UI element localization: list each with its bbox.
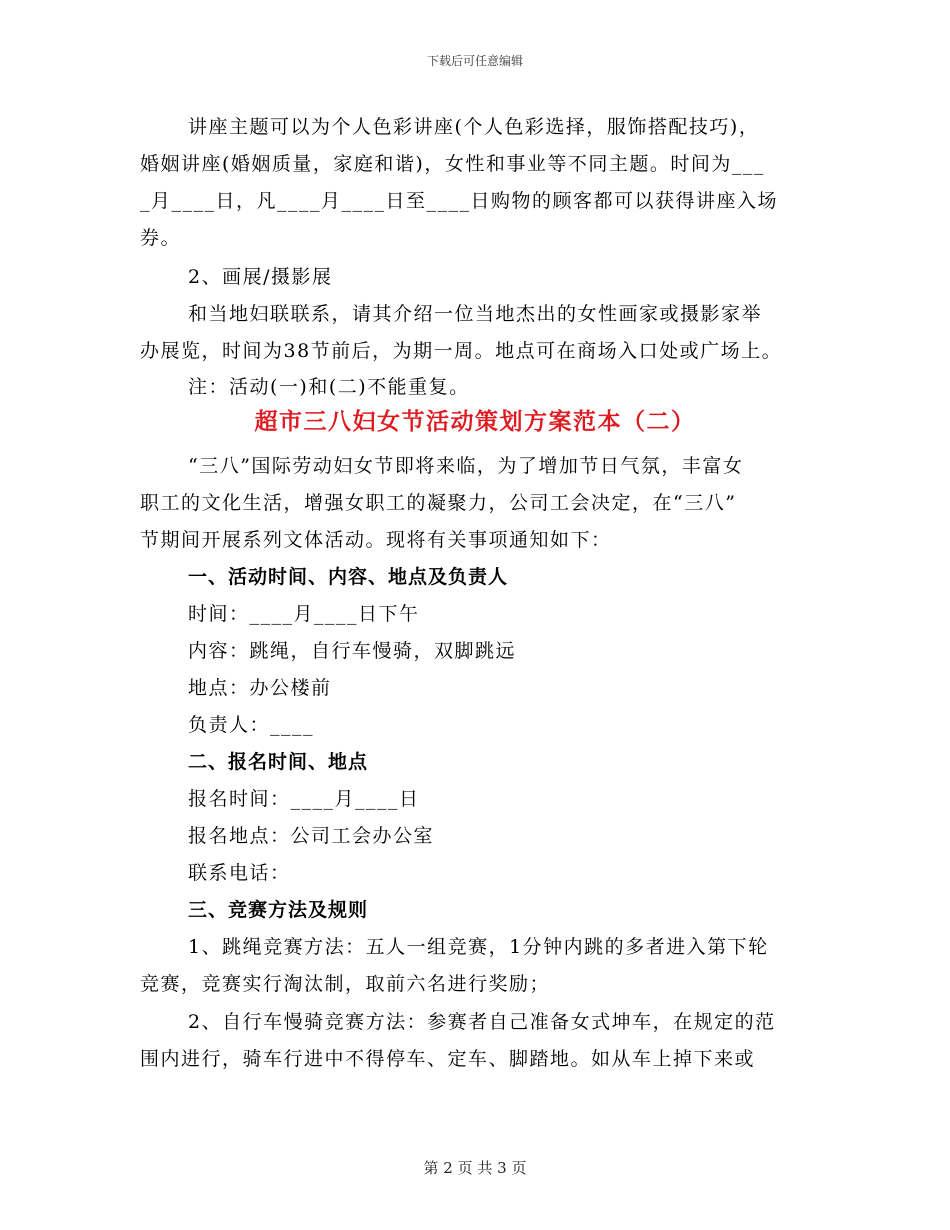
activity-content: 内容：跳绳，自行车慢骑，双脚跳远: [188, 640, 517, 662]
subsection-heading: 2、画展/摄影展: [188, 266, 333, 288]
paragraph-line: _月____日，凡____月____日至____日购物的顾客都可以获得讲座入场: [140, 190, 779, 212]
rule-line: 2、自行车慢骑竞赛方法：参赛者自己准备女式坤车，在规定的范: [188, 1011, 776, 1033]
paragraph-line: 讲座主题可以为个人色彩讲座(个人色彩选择，服饰搭配技巧)，: [188, 116, 760, 138]
intro-line: 职工的文化生活，增强女职工的凝聚力，公司工会决定，在“三八”: [140, 492, 737, 514]
rule-line: 1、跳绳竞赛方法：五人一组竞赛，1分钟内跳的多者进入第下轮: [188, 936, 769, 958]
activity-time: 时间：____月____日下午: [188, 603, 420, 625]
intro-line: 节期间开展系列文体活动。现将有关事项通知如下：: [140, 529, 612, 551]
header-note: 下载后可任意编辑: [426, 54, 523, 68]
page-number: 第 2 页 共 3 页: [423, 1159, 527, 1177]
document-title: 超市三八妇女节活动策划方案范本（二）: [254, 409, 696, 435]
contact-phone: 联系电话：: [188, 862, 291, 884]
section-heading: 二、报名时间、地点: [188, 751, 369, 773]
paragraph-line: 券。: [140, 227, 182, 249]
paragraph-line: 办展览，时间为38节前后，为期一周。地点可在商场入口处或广场上。: [140, 340, 783, 362]
activity-place: 地点：办公楼前: [188, 677, 332, 699]
rule-line: 竞赛，竞赛实行淘汰制，取前六名进行奖励；: [140, 973, 551, 995]
activity-person: 负责人：____: [188, 714, 315, 736]
section-heading: 三、竞赛方法及规则: [188, 899, 369, 921]
signup-place: 报名地点：公司工会办公室: [188, 825, 435, 847]
paragraph-line: 婚姻讲座(婚姻质量，家庭和谐)，女性和事业等不同主题。时间为___: [140, 153, 765, 175]
note-line: 注：活动(一)和(二)不能重复。: [188, 376, 470, 398]
rule-line: 围内进行，骑车行进中不得停车、定车、脚踏地。如从车上掉下来或: [140, 1048, 756, 1070]
section-heading: 一、活动时间、内容、地点及负责人: [188, 566, 509, 588]
signup-time: 报名时间：____月____日: [188, 788, 420, 810]
intro-line: “三八”国际劳动妇女节即将来临，为了增加节日气氛，丰富女: [188, 455, 744, 477]
paragraph-line: 和当地妇联联系，请其介绍一位当地杰出的女性画家或摄影家举: [188, 303, 763, 325]
